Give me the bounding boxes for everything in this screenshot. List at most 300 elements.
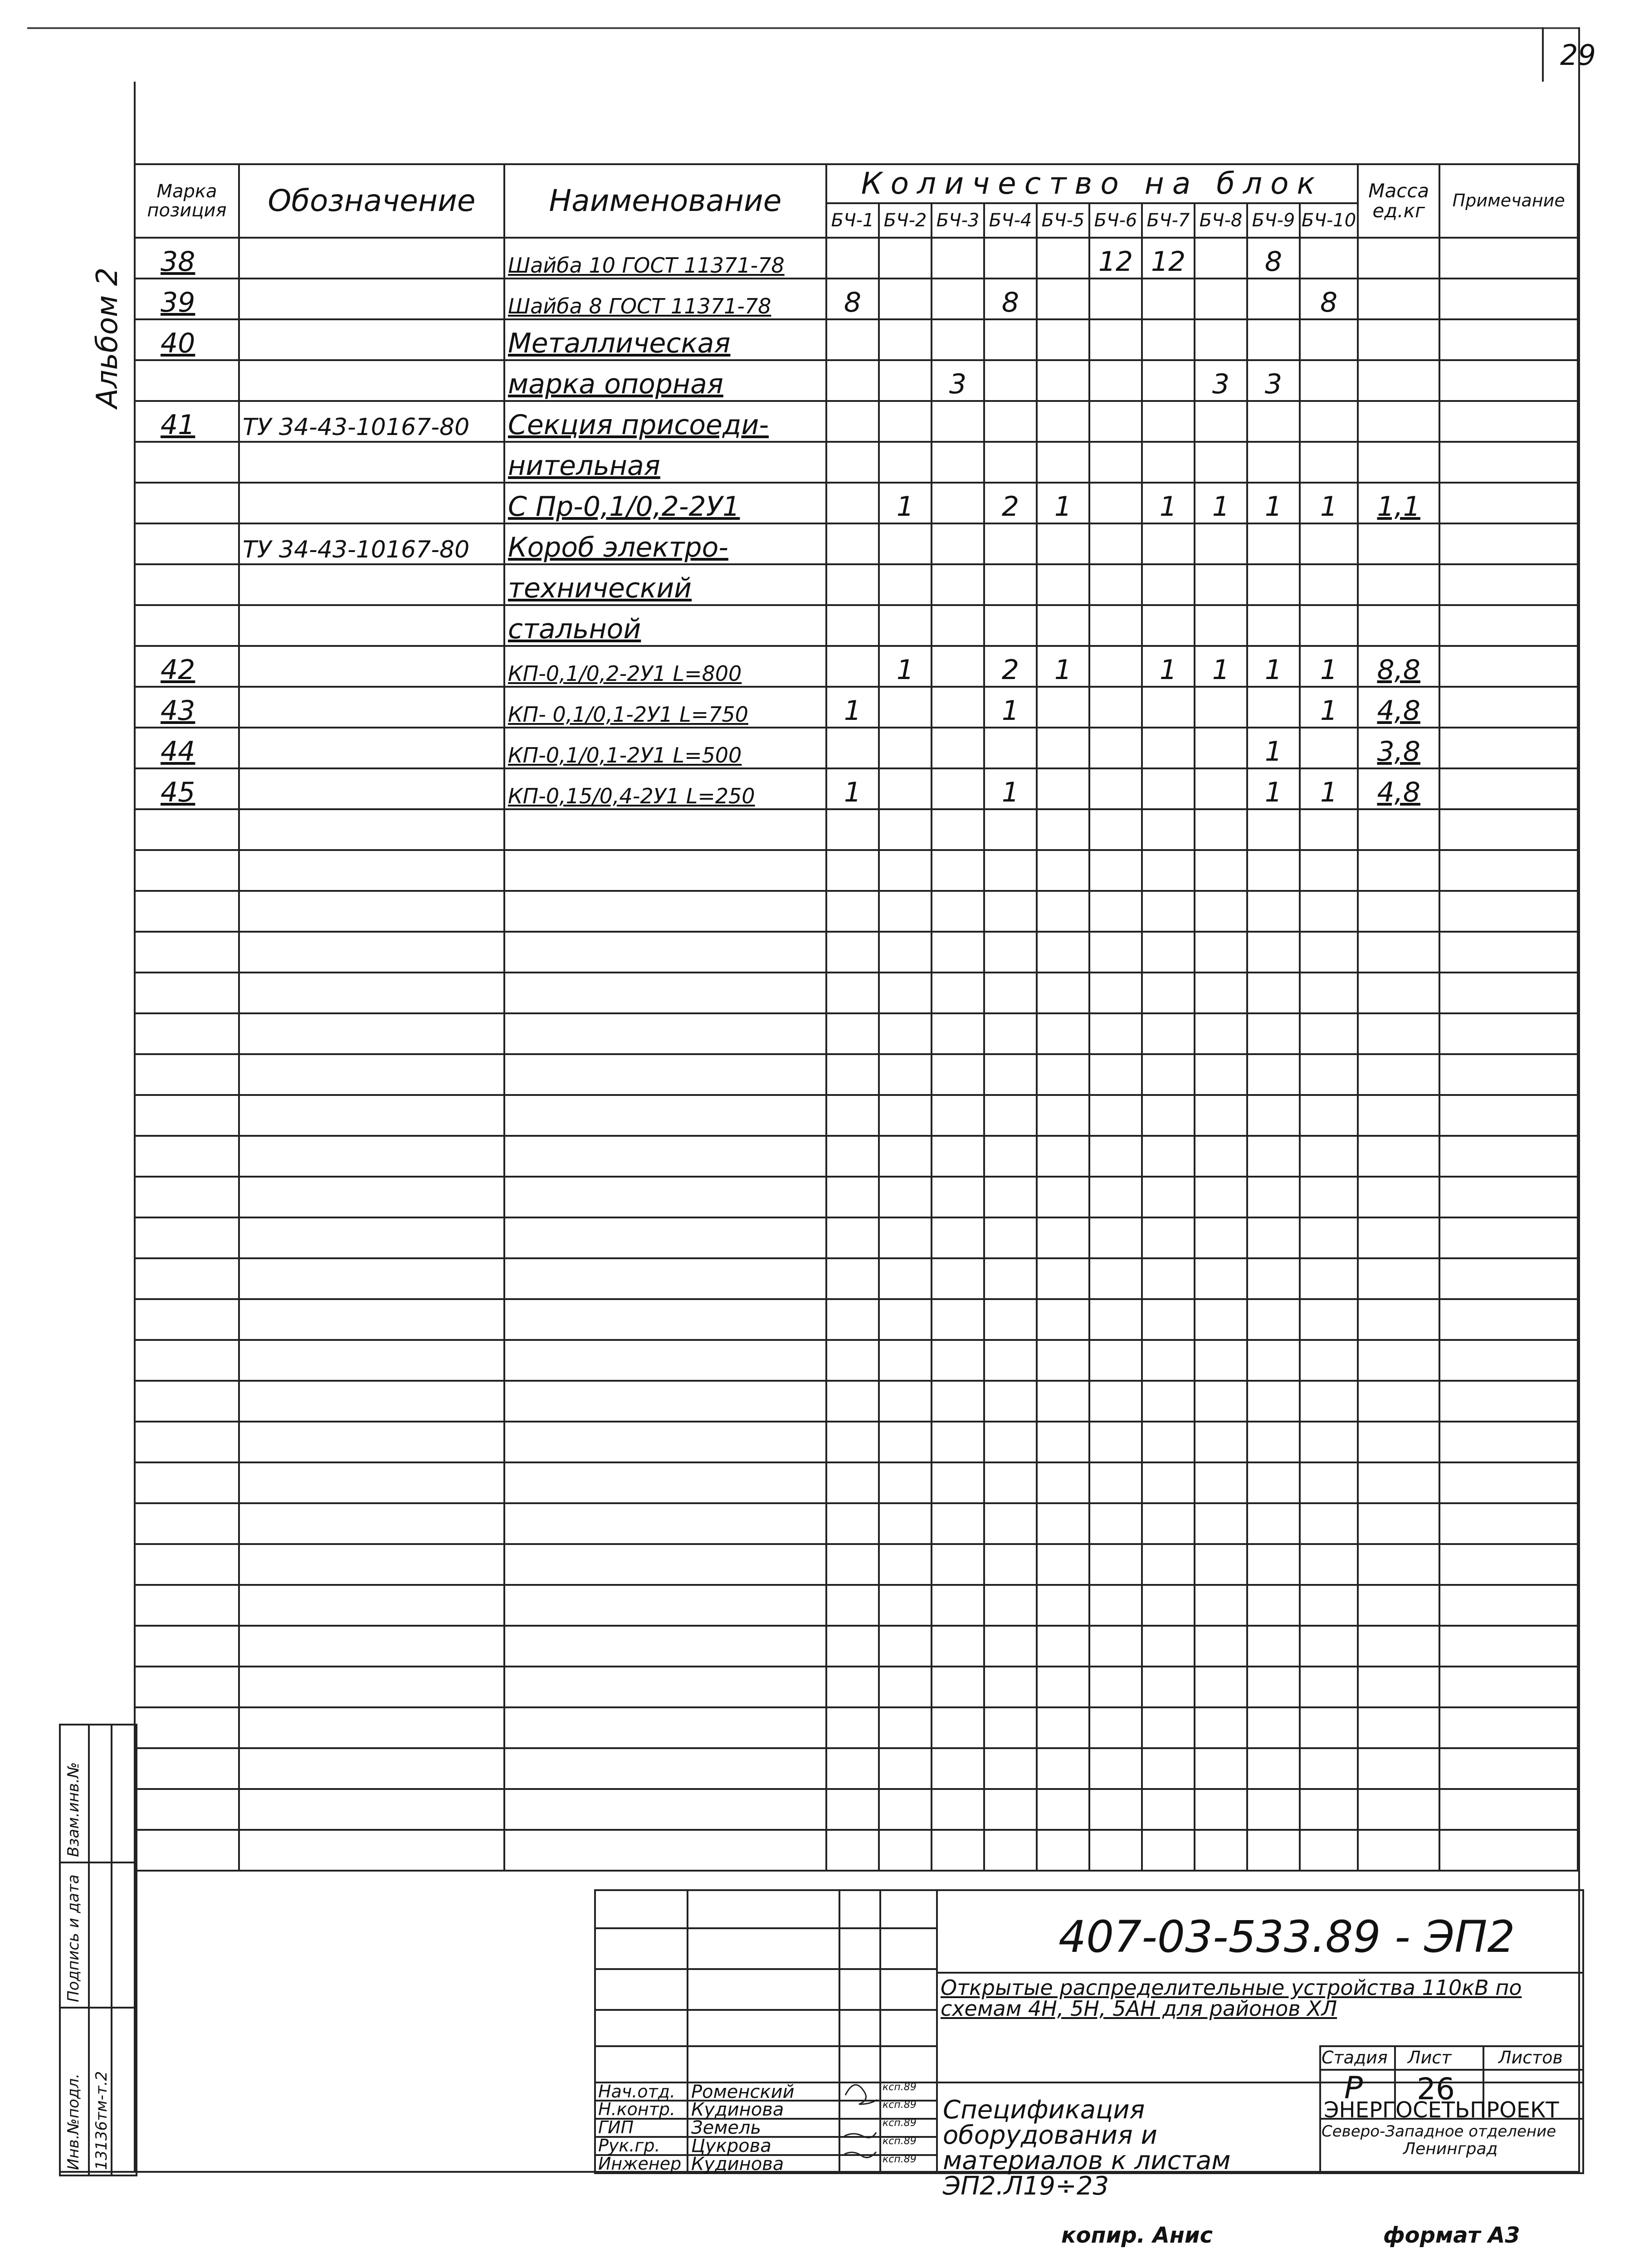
table-row — [135, 687, 1578, 728]
empty-cell — [1089, 1381, 1142, 1422]
empty-cell — [239, 1830, 504, 1871]
row-qty-1 — [826, 564, 879, 605]
row-qty-9 — [1247, 442, 1300, 483]
empty-cell — [1037, 1789, 1089, 1830]
row-name: Короб электро- — [504, 523, 826, 564]
empty-cell — [239, 891, 504, 932]
row-qty-9: 8 — [1247, 238, 1300, 279]
row-qty-6 — [1089, 401, 1142, 442]
album-label: Альбом 2 — [91, 267, 124, 408]
empty-cell — [1247, 1462, 1300, 1503]
row-qty-5: 1 — [1037, 483, 1089, 523]
label-replacement-inv: Взам.инв.№ — [64, 1762, 83, 1857]
row-qty-8 — [1195, 687, 1247, 728]
empty-cell — [1089, 850, 1142, 891]
empty-cell — [1195, 1217, 1247, 1258]
empty-cell — [1300, 891, 1358, 932]
empty-cell — [239, 850, 504, 891]
row-name: стальной — [504, 605, 826, 646]
empty-cell — [1089, 1544, 1142, 1585]
table-row-empty — [135, 1217, 1578, 1258]
empty-cell — [1247, 1258, 1300, 1299]
empty-cell — [826, 891, 879, 932]
empty-cell — [1037, 1422, 1089, 1462]
row-qty-8 — [1195, 768, 1247, 809]
empty-cell — [879, 1258, 932, 1299]
header-block-7: БЧ-7 — [1142, 203, 1195, 238]
doc-code: 407-03-533.89 - ЭП2 — [1058, 1911, 1515, 1962]
row-name: технический — [504, 564, 826, 605]
empty-cell — [1300, 1422, 1358, 1462]
row-mass — [1358, 238, 1439, 279]
row-qty-1 — [826, 646, 879, 687]
row-mark — [135, 605, 239, 646]
empty-cell — [1142, 809, 1195, 850]
empty-cell — [879, 973, 932, 1013]
row-qty-4 — [984, 238, 1037, 279]
row-qty-2 — [879, 768, 932, 809]
empty-cell — [1142, 1054, 1195, 1095]
empty-cell — [984, 1707, 1037, 1748]
empty-cell — [932, 1258, 984, 1299]
row-note — [1439, 360, 1578, 401]
row-qty-8: 3 — [1195, 360, 1247, 401]
empty-cell — [135, 1095, 239, 1136]
empty-cell — [984, 850, 1037, 891]
empty-cell — [1089, 1585, 1142, 1626]
empty-cell — [1247, 1340, 1300, 1381]
row-name: Шайба 10 ГОСТ 11371-78 — [504, 238, 826, 279]
empty-cell — [1358, 1013, 1439, 1054]
empty-cell — [1439, 1217, 1578, 1258]
empty-cell — [1300, 1136, 1358, 1177]
empty-cell — [932, 1830, 984, 1871]
empty-cell — [1195, 1667, 1247, 1707]
empty-cell — [1037, 1340, 1089, 1381]
empty-cell — [1195, 1707, 1247, 1748]
row-mark — [135, 564, 239, 605]
row-qty-9 — [1247, 279, 1300, 319]
row-qty-9: 3 — [1247, 360, 1300, 401]
empty-cell — [1089, 1503, 1142, 1544]
org-city: Ленинград — [1403, 2140, 1498, 2158]
row-qty-5 — [1037, 605, 1089, 646]
row-name: марка опорная — [504, 360, 826, 401]
empty-cell — [879, 1422, 932, 1462]
empty-cell — [1439, 1748, 1578, 1789]
row-qty-6 — [1089, 279, 1142, 319]
row-qty-6 — [1089, 523, 1142, 564]
empty-cell — [504, 1667, 826, 1707]
row-qty-8 — [1195, 523, 1247, 564]
empty-cell — [826, 932, 879, 973]
empty-cell — [932, 1177, 984, 1217]
stage-value: Р — [1344, 2070, 1363, 2106]
empty-cell — [1247, 1585, 1300, 1626]
row-qty-8 — [1195, 728, 1247, 768]
row-qty-2 — [879, 279, 932, 319]
empty-cell — [239, 1381, 504, 1422]
row-qty-1: 1 — [826, 768, 879, 809]
empty-cell — [135, 1626, 239, 1667]
empty-cell — [135, 1585, 239, 1626]
row-qty-8 — [1195, 319, 1247, 360]
row-qty-9 — [1247, 605, 1300, 646]
row-qty-1 — [826, 360, 879, 401]
sheet-title: Спецификация оборудования и материалов к листам ЭП2.Л19÷23 — [943, 2095, 1231, 2201]
row-mass — [1358, 401, 1439, 442]
row-mass — [1358, 523, 1439, 564]
title-block — [594, 1889, 1584, 2201]
row-qty-2 — [879, 728, 932, 768]
empty-cell — [932, 1340, 984, 1381]
empty-cell — [1247, 1177, 1300, 1217]
row-mark: 42 — [135, 646, 239, 687]
row-mass: 4,8 — [1358, 768, 1439, 809]
row-name: КП-0,1/0,2-2У1 L=800 — [504, 646, 826, 687]
row-qty-7 — [1142, 728, 1195, 768]
empty-cell — [504, 973, 826, 1013]
row-qty-10: 8 — [1300, 279, 1358, 319]
table-row — [135, 279, 1578, 319]
empty-cell — [826, 1626, 879, 1667]
empty-cell — [1358, 932, 1439, 973]
row-qty-5 — [1037, 401, 1089, 442]
empty-cell — [932, 1136, 984, 1177]
empty-cell — [1142, 1381, 1195, 1422]
empty-cell — [826, 1830, 879, 1871]
empty-cell — [1037, 809, 1089, 850]
empty-cell — [1037, 850, 1089, 891]
label-signature-date: Подпись и дата — [64, 1874, 83, 2002]
row-qty-6 — [1089, 768, 1142, 809]
row-qty-5 — [1037, 279, 1089, 319]
empty-cell — [1358, 1707, 1439, 1748]
row-mark: 38 — [135, 238, 239, 279]
empty-cell — [984, 1258, 1037, 1299]
row-qty-4 — [984, 523, 1037, 564]
row-designation — [239, 319, 504, 360]
empty-cell — [826, 1095, 879, 1136]
table-row-empty — [135, 973, 1578, 1013]
empty-cell — [1358, 1544, 1439, 1585]
signatory-name: Роменский — [691, 2082, 795, 2102]
header-block-4: БЧ-4 — [984, 203, 1037, 238]
empty-cell — [1195, 850, 1247, 891]
row-qty-4 — [984, 401, 1037, 442]
empty-cell — [1037, 1299, 1089, 1340]
empty-cell — [1195, 1830, 1247, 1871]
empty-cell — [932, 809, 984, 850]
table-row-empty — [135, 809, 1578, 850]
row-mark — [135, 483, 239, 523]
table-row-empty — [135, 1381, 1578, 1422]
empty-cell — [932, 1748, 984, 1789]
row-qty-4: 1 — [984, 687, 1037, 728]
row-note — [1439, 238, 1578, 279]
empty-cell — [1195, 1462, 1247, 1503]
empty-cell — [984, 1013, 1037, 1054]
empty-cell — [879, 850, 932, 891]
empty-cell — [504, 1462, 826, 1503]
empty-cell — [1089, 1217, 1142, 1258]
table-row-empty — [135, 1177, 1578, 1217]
sheets-label: Листов — [1498, 2048, 1563, 2068]
empty-cell — [1358, 1258, 1439, 1299]
empty-cell — [1358, 1381, 1439, 1422]
empty-cell — [1439, 809, 1578, 850]
table-row-empty — [135, 1013, 1578, 1054]
empty-cell — [932, 1299, 984, 1340]
project-title: Открытые распределительные устройства 110кВ по схемам 4Н, 5Н, 5АН для районов ХЛ — [941, 1975, 1522, 2021]
table-row-empty — [135, 1054, 1578, 1095]
empty-cell — [504, 1013, 826, 1054]
empty-cell — [1037, 973, 1089, 1013]
empty-cell — [1300, 1707, 1358, 1748]
empty-cell — [1439, 1830, 1578, 1871]
table-row-empty — [135, 1585, 1578, 1626]
empty-cell — [1195, 1177, 1247, 1217]
row-mark: 39 — [135, 279, 239, 319]
empty-cell — [1358, 1789, 1439, 1830]
empty-cell — [1358, 1299, 1439, 1340]
table-row-empty — [135, 1707, 1578, 1748]
row-mark: 44 — [135, 728, 239, 768]
empty-cell — [1358, 850, 1439, 891]
row-qty-10: 1 — [1300, 646, 1358, 687]
left-binding-field — [59, 1724, 137, 2176]
empty-cell — [504, 1095, 826, 1136]
empty-cell — [1300, 1381, 1358, 1422]
frame-top-line — [27, 27, 1578, 29]
empty-cell — [1247, 891, 1300, 932]
empty-cell — [135, 1503, 239, 1544]
empty-cell — [1300, 1626, 1358, 1667]
organization: ЭНЕРГОСЕТЬПРОЕКТ — [1324, 2097, 1559, 2123]
row-designation — [239, 605, 504, 646]
row-qty-3 — [932, 564, 984, 605]
empty-cell — [879, 932, 932, 973]
table-row-empty — [135, 850, 1578, 891]
signatory-name: Кудинова — [691, 2154, 784, 2175]
specification-table — [134, 163, 1579, 1872]
header-designation: Обозначение — [239, 164, 504, 238]
empty-cell — [879, 1217, 932, 1258]
empty-cell — [135, 1748, 239, 1789]
empty-cell — [504, 1381, 826, 1422]
empty-cell — [1089, 1789, 1142, 1830]
signatory-date: ксп.89 — [883, 2099, 917, 2111]
empty-cell — [504, 1177, 826, 1217]
empty-cell — [1358, 1830, 1439, 1871]
empty-cell — [1247, 1830, 1300, 1871]
table-row-empty — [135, 1789, 1578, 1830]
empty-cell — [1300, 1585, 1358, 1626]
empty-cell — [879, 1340, 932, 1381]
table-row — [135, 646, 1578, 687]
row-qty-2 — [879, 238, 932, 279]
empty-cell — [1247, 1789, 1300, 1830]
empty-cell — [1142, 1667, 1195, 1707]
frame-corner-line — [1542, 27, 1544, 82]
table-row — [135, 319, 1578, 360]
row-qty-2 — [879, 564, 932, 605]
empty-cell — [879, 1667, 932, 1707]
row-name: нительная — [504, 442, 826, 483]
row-qty-8 — [1195, 564, 1247, 605]
empty-cell — [1195, 1013, 1247, 1054]
row-name: КП-0,1/0,1-2У1 L=500 — [504, 728, 826, 768]
empty-cell — [1358, 1503, 1439, 1544]
empty-cell — [932, 891, 984, 932]
row-qty-4 — [984, 728, 1037, 768]
empty-cell — [984, 1830, 1037, 1871]
empty-cell — [1142, 1462, 1195, 1503]
empty-cell — [504, 1217, 826, 1258]
empty-cell — [826, 1381, 879, 1422]
table-row — [135, 728, 1578, 768]
row-qty-8 — [1195, 279, 1247, 319]
empty-cell — [135, 932, 239, 973]
empty-cell — [879, 1626, 932, 1667]
empty-cell — [504, 1258, 826, 1299]
sheet-label: Лист — [1408, 2048, 1452, 2068]
empty-cell — [1358, 1095, 1439, 1136]
row-qty-9: 1 — [1247, 646, 1300, 687]
row-qty-6: 12 — [1089, 238, 1142, 279]
empty-cell — [932, 1462, 984, 1503]
empty-cell — [1195, 932, 1247, 973]
empty-cell — [1439, 1503, 1578, 1544]
row-qty-4: 1 — [984, 768, 1037, 809]
row-note — [1439, 401, 1578, 442]
table-row-empty — [135, 1095, 1578, 1136]
empty-cell — [1439, 1544, 1578, 1585]
empty-cell — [826, 973, 879, 1013]
empty-cell — [826, 1503, 879, 1544]
row-name: Металлическая — [504, 319, 826, 360]
empty-cell — [135, 1830, 239, 1871]
row-qty-9 — [1247, 319, 1300, 360]
row-qty-8 — [1195, 401, 1247, 442]
signatory-date: ксп.89 — [883, 2117, 917, 2129]
row-qty-1: 8 — [826, 279, 879, 319]
empty-cell — [1037, 1748, 1089, 1789]
empty-cell — [1300, 1299, 1358, 1340]
row-qty-5 — [1037, 687, 1089, 728]
empty-cell — [135, 1381, 239, 1422]
row-qty-4 — [984, 319, 1037, 360]
empty-cell — [1439, 1340, 1578, 1381]
empty-cell — [879, 1054, 932, 1095]
row-qty-4: 2 — [984, 646, 1037, 687]
row-qty-9: 1 — [1247, 483, 1300, 523]
row-qty-1 — [826, 238, 879, 279]
empty-cell — [932, 932, 984, 973]
empty-cell — [1089, 1707, 1142, 1748]
copied-note: копир. Анис — [1061, 2223, 1213, 2248]
empty-cell — [135, 973, 239, 1013]
empty-cell — [239, 1340, 504, 1381]
row-qty-5 — [1037, 238, 1089, 279]
header-note: Примечание — [1439, 164, 1578, 238]
row-qty-10: 1 — [1300, 768, 1358, 809]
empty-cell — [1089, 1626, 1142, 1667]
empty-cell — [1037, 1503, 1089, 1544]
empty-cell — [879, 1789, 932, 1830]
empty-cell — [932, 1626, 984, 1667]
empty-cell — [1195, 1503, 1247, 1544]
empty-cell — [879, 1095, 932, 1136]
empty-cell — [1142, 1544, 1195, 1585]
empty-cell — [1089, 1095, 1142, 1136]
empty-cell — [1247, 1667, 1300, 1707]
empty-cell — [1358, 1136, 1439, 1177]
empty-cell — [826, 1748, 879, 1789]
empty-cell — [1142, 1626, 1195, 1667]
empty-cell — [932, 1422, 984, 1462]
empty-cell — [826, 1136, 879, 1177]
empty-cell — [239, 1217, 504, 1258]
empty-cell — [135, 1422, 239, 1462]
empty-cell — [1247, 1095, 1300, 1136]
empty-cell — [1358, 1177, 1439, 1217]
empty-cell — [1300, 1503, 1358, 1544]
header-quantity-group: Количество на блок — [826, 164, 1358, 203]
empty-cell — [984, 809, 1037, 850]
org-branch: Северо-Западное отделение — [1322, 2122, 1556, 2141]
empty-cell — [1439, 1462, 1578, 1503]
format-note: формат А3 — [1383, 2223, 1520, 2248]
row-qty-3 — [932, 523, 984, 564]
empty-cell — [1195, 1136, 1247, 1177]
row-qty-6 — [1089, 728, 1142, 768]
empty-cell — [1195, 1626, 1247, 1667]
row-qty-7 — [1142, 319, 1195, 360]
table-row-empty — [135, 1299, 1578, 1340]
table-row — [135, 768, 1578, 809]
row-qty-10: 1 — [1300, 687, 1358, 728]
empty-cell — [826, 809, 879, 850]
empty-cell — [1439, 1013, 1578, 1054]
empty-cell — [504, 891, 826, 932]
empty-cell — [1089, 1258, 1142, 1299]
row-designation — [239, 728, 504, 768]
row-qty-7 — [1142, 279, 1195, 319]
empty-cell — [135, 1544, 239, 1585]
empty-cell — [826, 1462, 879, 1503]
row-qty-9 — [1247, 401, 1300, 442]
empty-cell — [1358, 1340, 1439, 1381]
empty-cell — [1247, 1381, 1300, 1422]
table-row-empty — [135, 1830, 1578, 1871]
row-qty-7 — [1142, 564, 1195, 605]
row-note — [1439, 728, 1578, 768]
empty-cell — [1439, 1054, 1578, 1095]
row-qty-10 — [1300, 728, 1358, 768]
empty-cell — [1037, 1381, 1089, 1422]
table-row-empty — [135, 1626, 1578, 1667]
row-qty-4 — [984, 564, 1037, 605]
empty-cell — [1247, 1013, 1300, 1054]
row-mark — [135, 442, 239, 483]
empty-cell — [879, 1544, 932, 1585]
row-qty-6 — [1089, 442, 1142, 483]
empty-cell — [984, 1544, 1037, 1585]
row-qty-3 — [932, 279, 984, 319]
row-mark: 40 — [135, 319, 239, 360]
empty-cell — [239, 1299, 504, 1340]
